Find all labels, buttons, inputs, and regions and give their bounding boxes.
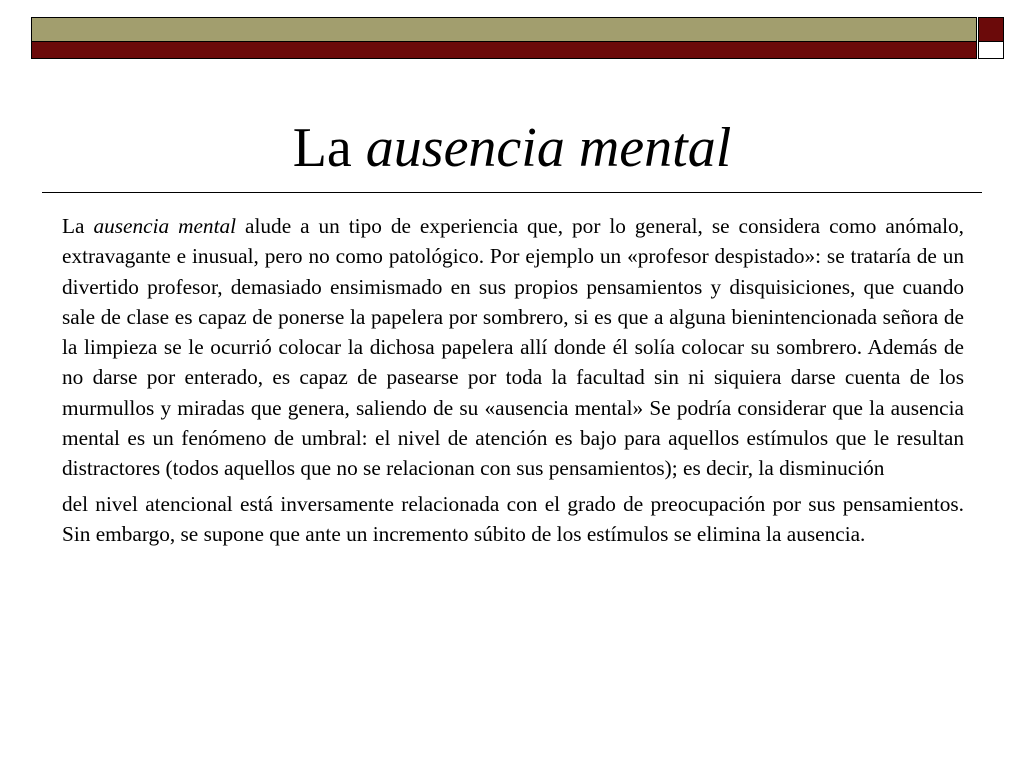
title-italic: ausencia mental <box>365 117 732 179</box>
paragraph-text: alude a un tipo de experiencia que, por lo general, se considera como anómalo, extravagante e inusual, pero no como patológico. Por ejemplo un «profesor despistado»: se trataría de un divertido profesor, demasiado ensimismado en sus propios pensamientos y disquisiciones, que cuando sale de clase es capaz de ponerse la papelera por sombrero, si es que a alguna bienintencionada señora de la limpieza se le ocurrió colocar la dichosa papelera allí donde él solía colocar su sombrero. Además de no darse por enterado, es capaz de pasearse por toda la facultad sin ni siquiera darse cuenta de los murmullos y miradas que genera, saliendo de su «ausencia mental» Se podría considerar que la ausencia mental es un fenómeno de umbral: el nivel de atención es bajo para aquellos estímulos que le resultan distractores (todos aquellos que no se relacionan con sus pensamientos); es decir, la disminución <box>62 214 965 481</box>
header-bar-maroon <box>31 41 977 59</box>
body-paragraph-2: del nivel atencional está inversamente relacionada con el grado de preocupación por sus pensamientos. Sin embargo, se supone que ante un incremento súbito de los estímulos se elimina la ausencia. <box>62 491 964 546</box>
title-divider <box>42 192 982 193</box>
header-corner-square-bottom <box>978 41 1004 59</box>
slide-body <box>62 211 964 549</box>
slide-title <box>0 108 1024 188</box>
header-corner-square-top <box>978 17 1004 42</box>
title-prefix: La <box>292 117 352 179</box>
paragraph-italic-term: ausencia mental <box>93 214 237 238</box>
body-paragraph-1 <box>62 211 964 484</box>
paragraph-lead: La <box>62 214 85 238</box>
header-bar-olive <box>31 17 977 42</box>
